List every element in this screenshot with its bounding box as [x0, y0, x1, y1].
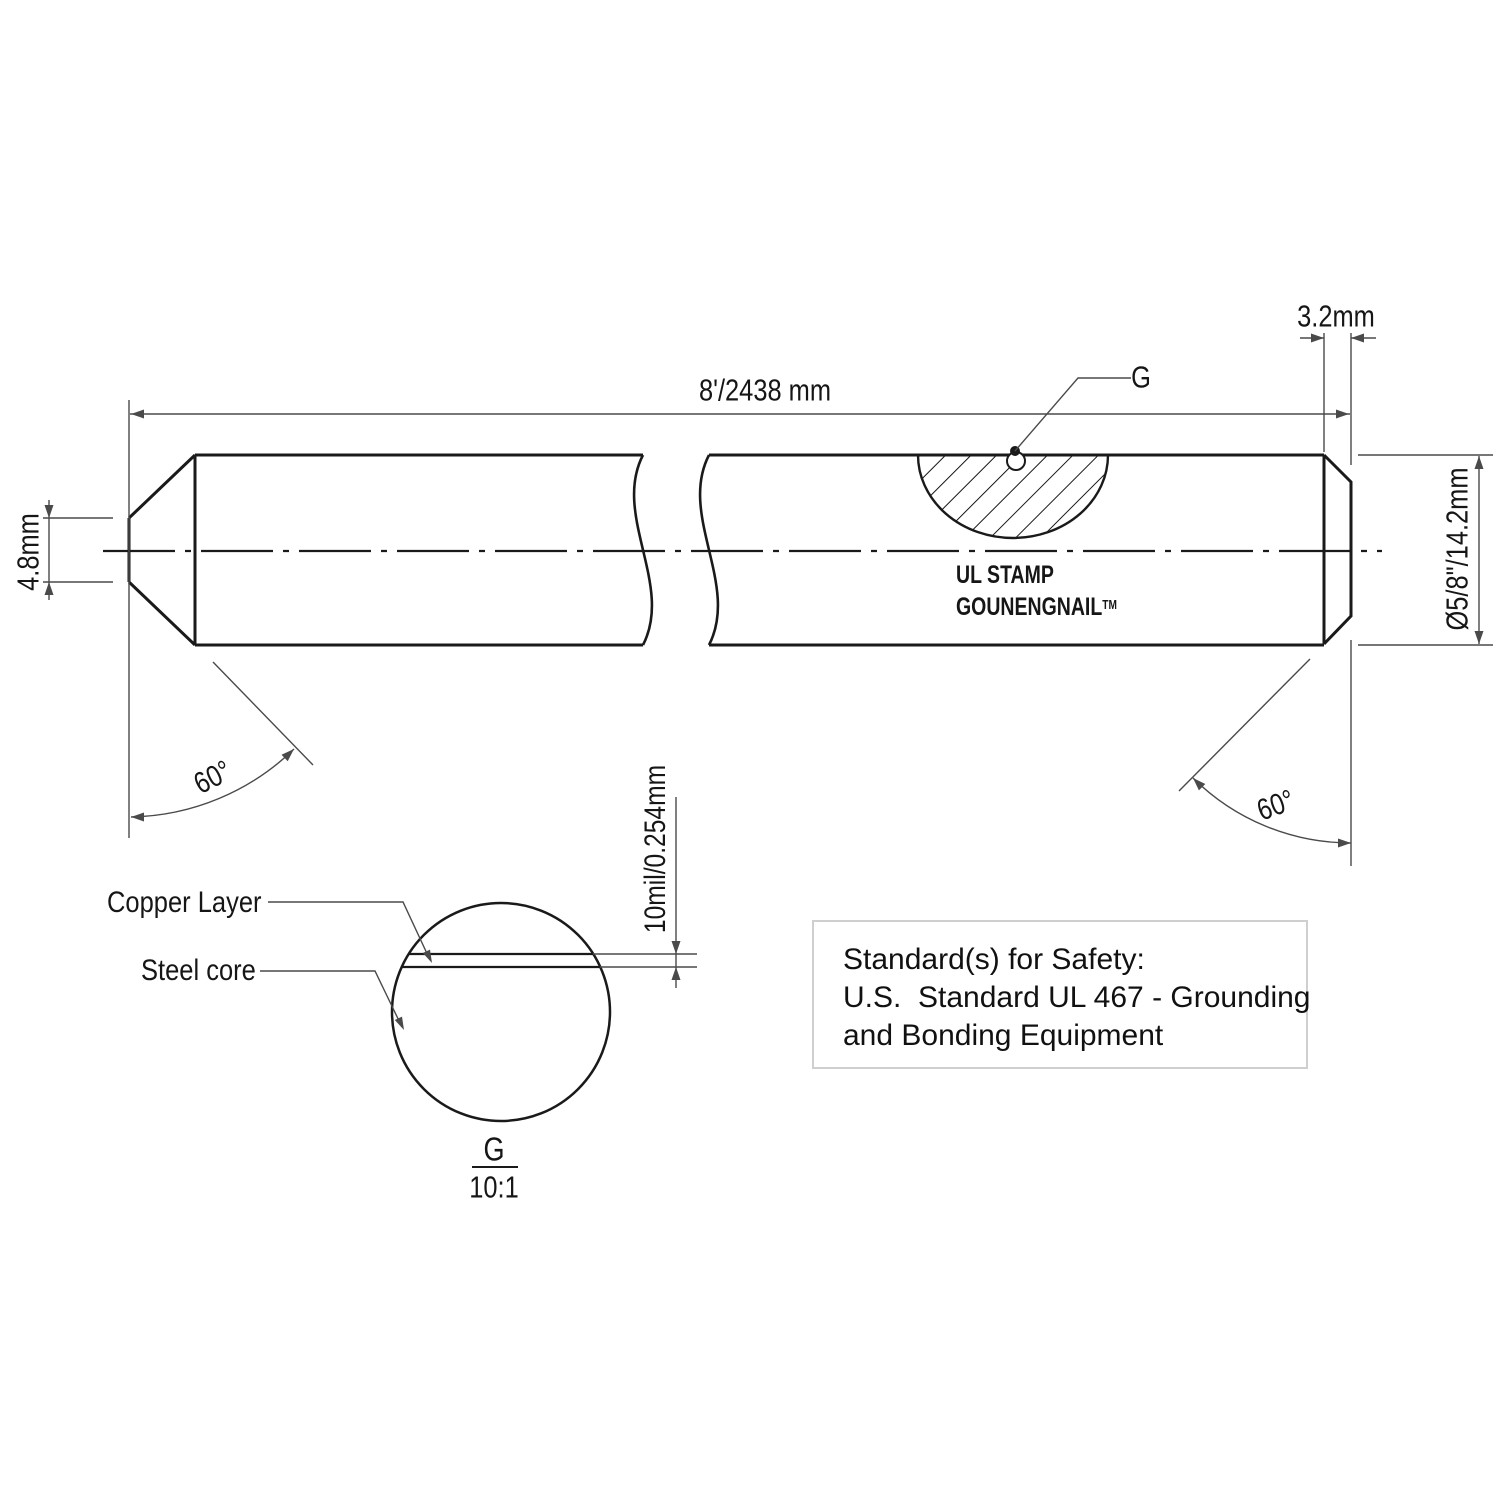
angle-reference-line [213, 662, 313, 765]
arrowhead [45, 582, 54, 595]
arrowhead [423, 950, 432, 963]
arrowhead [672, 967, 681, 980]
dim-overall-length [129, 400, 1350, 838]
standards-line1: Standard(s) for Safety: [843, 943, 1145, 976]
arrowhead [131, 813, 144, 822]
rod-stamp-text [956, 561, 1117, 622]
leader-line [268, 902, 430, 960]
detail-title-label: G [483, 1130, 505, 1168]
arrowhead [672, 941, 681, 954]
detail-view-geometry [392, 903, 697, 1167]
angle-right-label: 60° [1252, 783, 1299, 828]
standards-box-text [843, 941, 1311, 1055]
stamp-line1: UL STAMP [956, 561, 1054, 589]
dim-diameter-label: Ø5/8"/14.2mm [1439, 467, 1475, 631]
stamp-line2: GOUNENGNAIL™ [956, 593, 1117, 621]
angle-left-label: 60° [188, 754, 237, 801]
dim-chamfer-length-label: 3.2mm [1297, 298, 1375, 334]
angle-reference-line [1179, 659, 1310, 791]
steel-core-label: Steel core [141, 954, 256, 987]
dim-copper-thickness [672, 797, 681, 988]
dim-copper-thickness-label: 10mil/0.254mm [639, 764, 672, 934]
detail-callout-label: G [1131, 359, 1151, 395]
trademark-symbol: TM [1102, 597, 1117, 612]
arrowhead [395, 1017, 404, 1030]
arrowhead [1336, 410, 1349, 419]
leader-steel-core [260, 971, 404, 1030]
detail-scale-label: 10:1 [469, 1169, 519, 1205]
arrowhead [131, 410, 144, 419]
arrowhead [1311, 334, 1324, 343]
detail-circle [392, 903, 610, 1121]
angle-dim-right [1179, 640, 1351, 866]
arrowhead [45, 505, 54, 518]
copper-layer-label: Copper Layer [107, 886, 262, 919]
dim-chamfer-length [1300, 333, 1376, 465]
dim-tip-flat-label: 4.8mm [10, 513, 46, 591]
arrowhead [1475, 631, 1484, 644]
arrowhead [1338, 839, 1351, 848]
standards-line2: U.S. Standard UL 467 - Grounding [843, 981, 1311, 1014]
dim-overall-length-label: 8'/2438 mm [698, 372, 832, 408]
leader-line [260, 971, 402, 1027]
arrowhead [1351, 334, 1364, 343]
standards-line3: and Bonding Equipment [843, 1019, 1164, 1052]
rod-end-chamfer [1324, 455, 1351, 644]
arrowhead [1475, 456, 1484, 469]
dim-tip-flat [43, 500, 113, 600]
angle-dim-left [131, 662, 313, 822]
